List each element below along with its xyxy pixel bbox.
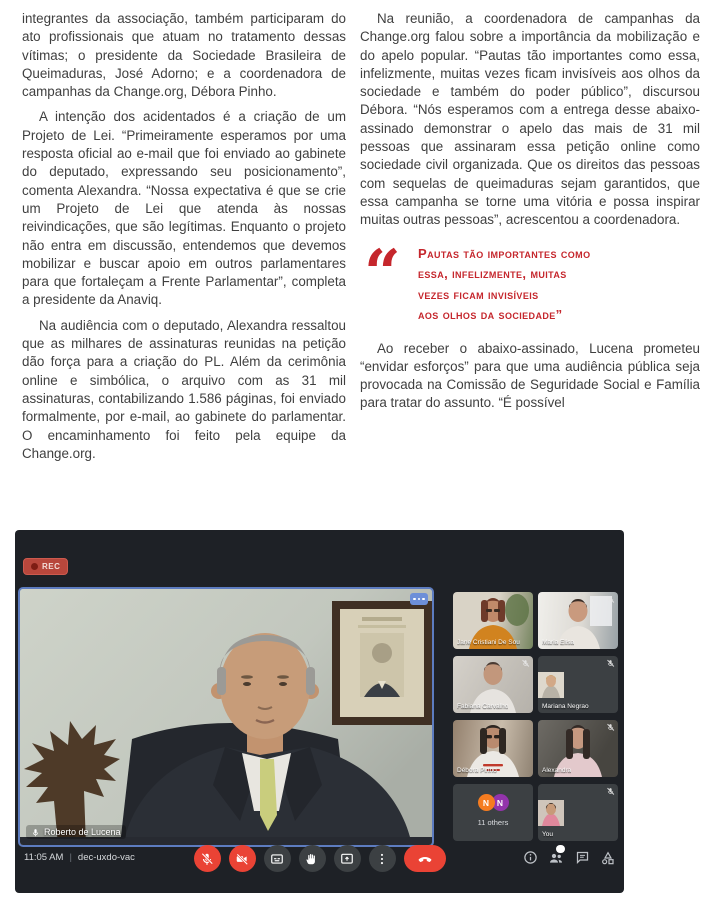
- participant-tile[interactable]: [538, 720, 618, 777]
- people-button[interactable]: [548, 850, 564, 866]
- pull-quote-line: essa, infelizmente, muitas: [418, 266, 567, 282]
- activities-icon: [600, 850, 616, 866]
- video-call-screenshot: [15, 530, 624, 893]
- participant-tile[interactable]: [453, 592, 533, 649]
- participant-name: Maria Elisa: [542, 639, 575, 646]
- mic-icon: [31, 828, 40, 837]
- participant-initials: [453, 794, 533, 811]
- toolbar-meeting-info: [24, 852, 135, 863]
- pull-quote-text: [418, 242, 590, 326]
- participant-name: Fabiana Carvalho: [457, 703, 509, 710]
- self-label: You: [542, 831, 553, 838]
- pull-quote-line: aos olhos da sociedade”: [418, 307, 563, 323]
- toolbar-controls: [194, 845, 446, 872]
- article: [22, 10, 700, 470]
- participant-name: Alexandra: [542, 767, 572, 774]
- quote-mark-icon: “: [364, 235, 401, 311]
- participant-tile[interactable]: [538, 656, 618, 713]
- participant-name: Mariana Negrao: [542, 703, 589, 710]
- participant-tile[interactable]: [538, 592, 618, 649]
- meeting-time: 11:05 AM: [24, 852, 64, 863]
- camera-off-icon: [235, 852, 249, 866]
- end-call-button[interactable]: [404, 845, 446, 872]
- others-count-label: 11 others: [477, 818, 509, 827]
- mic-off-button[interactable]: [194, 845, 221, 872]
- camera-off-button[interactable]: [229, 845, 256, 872]
- mic-muted-icon: [606, 595, 615, 604]
- paragraph: Na reunião, a coordenadora de campanhas da Change.org falou sobre a importância da mobilização e do apelo popular. “Pautas tão importantes como essa, infelizmente, muitas vezes ficam invisíveis aos olhos da sociedade e também do poder público”, discursou Débora. “Nós esperamos com a entrega desse abaixo-assinado demonstrar o apelo das mais de 31 mil pessoas que assinaram essa petição online como sociedade civil organizada. Que os direitos das pessoas com sequelas de queimaduras sejam garantidos, que essa campanha se torne uma vitória e possa inspirar muitas outras pessoas”, acrescentou a coordenadora.: [360, 11, 700, 228]
- more-options-button[interactable]: [369, 845, 396, 872]
- participant-name: Débora Pinho: [457, 767, 497, 774]
- present-screen-button[interactable]: [334, 845, 361, 872]
- main-speaker-tile[interactable]: [18, 587, 434, 847]
- participant-tile[interactable]: [453, 720, 533, 777]
- captions-icon: [270, 852, 284, 866]
- activities-button[interactable]: [600, 850, 616, 866]
- paragraph: Na audiência com o deputado, Alexandra ressaltou que as milhares de assinaturas reunidas na petição dão força para a criação do PL. Além da cerimônia online e simbólica, o arquivo com as 31 mil assinaturas, contabilizando 1.586 páginas, foi enviado formalmente, por e-mail, ao gabinete do parlamentar. O encaminhamento foi feito pela equipe da Change.org.: [22, 317, 346, 461]
- meeting-code: dec-uxdo-vac: [77, 852, 135, 863]
- pull-quote-line: vezes ficam invisíveis: [418, 286, 539, 302]
- mic-muted-icon: [521, 659, 530, 668]
- speaker-name-label: [26, 825, 126, 839]
- mic-muted-icon: [606, 723, 615, 732]
- info-button[interactable]: [522, 850, 538, 866]
- participant-tile[interactable]: [453, 656, 533, 713]
- mic-muted-icon: [606, 787, 615, 796]
- more-participants-tile[interactable]: [453, 784, 533, 841]
- pull-quote: [364, 235, 700, 326]
- chat-button[interactable]: [574, 850, 590, 866]
- divider: |: [69, 852, 72, 863]
- initial-badge: N: [492, 794, 509, 811]
- pull-quote-line: Pautas tão importantes como: [418, 245, 591, 261]
- toolbar-panels: [522, 850, 616, 866]
- raise-hand-button[interactable]: [299, 845, 326, 872]
- rec-label: REC: [42, 562, 61, 571]
- participants-grid: [453, 592, 618, 841]
- tile-options-icon[interactable]: [410, 593, 428, 605]
- paragraph: A intenção dos acidentados é a criação de um Projeto de Lei. “Primeiramente esperamos por uma resposta oficial ao e-mail que foi enviado ao gabinete do deputado, expressando seu posicionamento”, comenta Alexandra. “Nossa expectativa é que se crie um Projeto de Lei que atenda às nossas reivindicações, que são legítimas. Enquanto o projeto não entra em discussão, entendemos que devemos mobilizar e buscar apoio em outros parlamentares para que fortaleçam a Frente Parlamentar”, completa a presidente da Anaviq.: [22, 109, 346, 308]
- initial-badge: N: [478, 794, 495, 811]
- captions-button[interactable]: [264, 845, 291, 872]
- avatar: [538, 800, 618, 826]
- mic-muted-icon: [606, 659, 615, 668]
- more-options-icon: [375, 852, 389, 866]
- speaker-name: Roberto de Lucena: [44, 827, 121, 837]
- present-screen-icon: [340, 852, 354, 866]
- article-column-right: [360, 10, 700, 470]
- mic-off-icon: [200, 852, 214, 866]
- paragraph: Ao receber o abaixo-assinado, Lucena prometeu “envidar esforços” para que uma audiência pública seja provocada na Comissão de Seguridade Social e Família para tratar do assunto. “É possível: [360, 340, 700, 411]
- self-view-tile[interactable]: [538, 784, 618, 841]
- speaker-video: [20, 589, 432, 845]
- avatar: [538, 672, 618, 698]
- paragraph: integrantes da associação, também participaram do ato profissionais que atuam no tratamento dessas vítimas; o presidente da Sociedade Brasileira de Queimaduras, José Adorno; e a coordenadora de campanhas da Change.org, Débora Pinho.: [22, 11, 346, 100]
- participant-name: Jane Cristiani De Sou: [457, 639, 520, 646]
- end-call-icon: [417, 851, 433, 867]
- chat-icon: [575, 850, 590, 865]
- participants-count-badge: [556, 845, 565, 853]
- framed-portrait: [332, 601, 432, 725]
- raise-hand-icon: [305, 852, 319, 866]
- record-dot-icon: [31, 563, 38, 570]
- info-icon: [523, 850, 538, 865]
- article-column-left: [22, 10, 346, 470]
- recording-indicator: [23, 558, 68, 575]
